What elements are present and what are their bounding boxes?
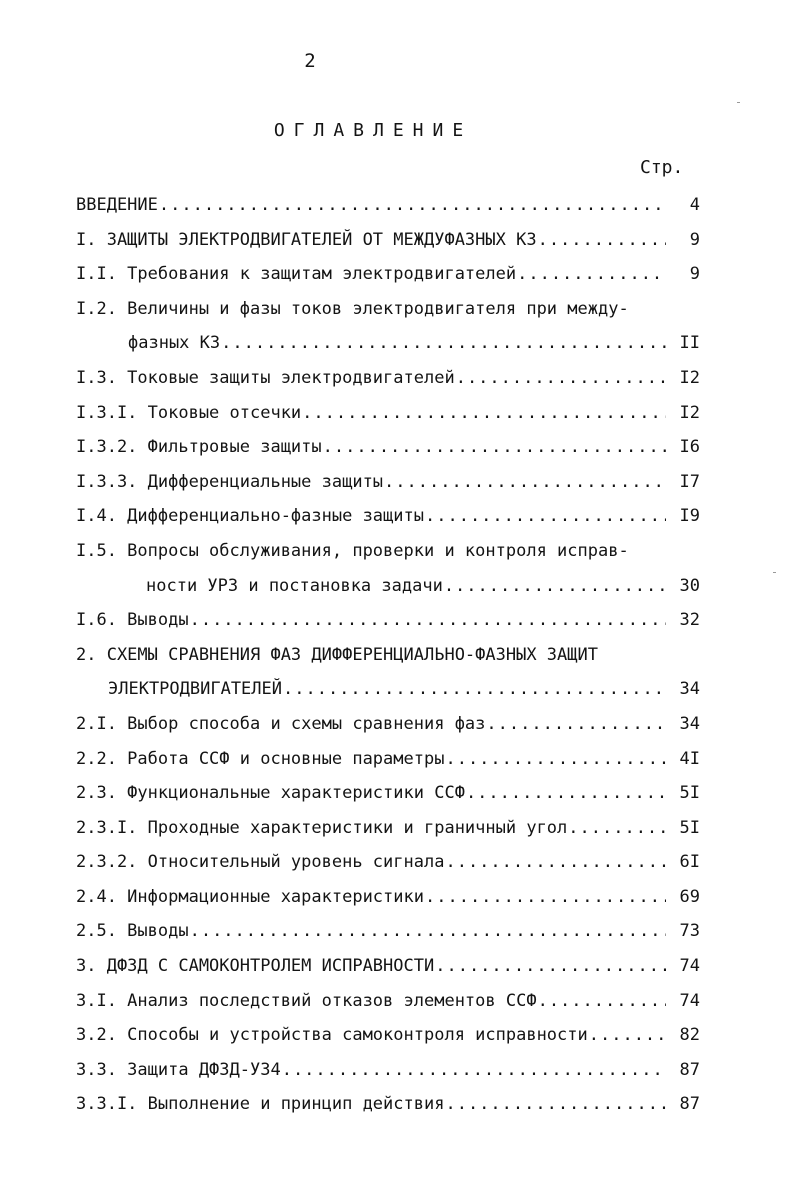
toc-entry-title: ности УРЗ и постановка задачи [146, 575, 443, 596]
toc-entry [0, 396, 796, 431]
toc-entry-page: I2 [679, 367, 700, 388]
toc-entry [0, 292, 796, 327]
toc-entry-title: 2. СХЕМЫ СРАВНЕНИЯ ФАЗ ДИФФЕРЕНЦИАЛЬНО-ФАЗНЫХ ЗАЩИТ [76, 644, 598, 665]
page-column-label: Стр. [640, 157, 684, 178]
toc-entry-title: I.3. Токовые защиты электродвигателей [76, 367, 455, 388]
toc-entry [0, 430, 796, 465]
toc-entry-title: 2.I. Выбор способа и схемы сравнения фаз [76, 713, 486, 734]
toc-entry [0, 811, 796, 846]
toc-entry [0, 569, 796, 604]
toc-entry-page: 82 [679, 1025, 700, 1046]
toc-entry [0, 326, 796, 361]
toc-entry-title: I. ЗАЩИТЫ ЭЛЕКТРОДВИГАТЕЛЕЙ ОТ МЕЖДУФАЗНЫХ КЗ [76, 229, 537, 250]
scan-speck [737, 102, 740, 103]
toc-entry-title: 2.5. Выводы [76, 921, 189, 942]
toc-entry-title: 2.3. Функциональные характеристики ССФ [76, 783, 465, 804]
toc-entry [0, 880, 796, 915]
toc-entry-title: I.I. Требования к защитам электродвигателей [76, 264, 517, 285]
toc-entry-page: 4 [689, 195, 700, 215]
toc-entry-title: фазных КЗ [128, 333, 221, 354]
toc-entry-title: 3.3.I. Выполнение и принцип действия [76, 1094, 445, 1115]
toc-entry-page: 87 [679, 1059, 700, 1080]
toc-entry [0, 742, 796, 777]
toc-entry [0, 672, 796, 707]
toc-entry-page: 34 [679, 679, 700, 700]
toc-entry-page: 30 [679, 575, 700, 596]
toc-entry [0, 534, 796, 569]
toc-entry-page: 32 [679, 610, 700, 631]
document-title: ОГЛАВЛЕНИЕ [273, 120, 473, 141]
toc-entry-title: 3. ДФЗД С САМОКОНТРОЛЕМ ИСПРАВНОСТИ [76, 956, 435, 977]
toc-entry-title: I.4. Дифференциально-фазные защиты [76, 506, 424, 527]
toc-entry-page: II [679, 333, 700, 354]
toc-entry-page: 5I [679, 817, 700, 838]
toc-entry-title: I.5. Вопросы обслуживания, проверки и контроля исправ- [76, 540, 629, 561]
toc-entry-page: 74 [679, 956, 700, 977]
toc-entry [0, 465, 796, 500]
toc-entry-page: I6 [679, 437, 700, 458]
toc-entry [0, 949, 796, 984]
toc-entry-title: I.3.I. Токовые отсечки [76, 402, 302, 423]
toc-entry [0, 776, 796, 811]
toc-entry [0, 845, 796, 880]
toc-entry-page: I9 [679, 506, 700, 527]
toc-entry-page: 73 [679, 921, 700, 942]
toc-entry-title: 3.2. Способы и устройства самоконтроля исправности [76, 1025, 588, 1046]
toc-entry-page: I7 [679, 471, 700, 492]
toc-entry [0, 914, 796, 949]
toc-entry [0, 707, 796, 742]
toc-entry [0, 603, 796, 638]
toc-entry-title: I.3.3. Дифференциальные защиты [76, 471, 384, 492]
toc-entry-title: 3.I. Анализ последствий отказов элементов ССФ [76, 990, 537, 1011]
toc-entry-page: 74 [679, 990, 700, 1011]
toc-entry-title: 2.4. Информационные характеристики [76, 886, 424, 907]
toc-entry [0, 1087, 796, 1122]
toc-entry [0, 638, 796, 673]
toc-entry-page: 9 [689, 229, 700, 250]
toc-entry [0, 1018, 796, 1053]
toc-entry [0, 188, 796, 223]
page-number: 2 [304, 50, 316, 72]
toc-entry-title: 2.3.I. Проходные характеристики и граничный угол [76, 817, 568, 838]
toc-entry-title: I.3.2. Фильтровые защиты [76, 437, 322, 458]
toc-entry-page: 4I [679, 748, 700, 769]
toc-entry [0, 499, 796, 534]
toc-entry-title: 2.3.2. Относительный уровень сигнала [76, 852, 445, 873]
table-of-contents [0, 188, 796, 1122]
toc-entry-page: 5I [679, 783, 700, 804]
toc-entry [0, 223, 796, 258]
toc-entry-page: 69 [679, 886, 700, 907]
toc-entry-page: 6I [679, 852, 700, 873]
toc-entry-page: 9 [689, 264, 700, 285]
toc-entry-title: I.2. Величины и фазы токов электродвигателя при между- [76, 298, 629, 319]
toc-entry-page: I2 [679, 402, 700, 423]
toc-entry-title: 3.3. Защита ДФЗД-УЗ4 [76, 1059, 281, 1080]
toc-entry [0, 1053, 796, 1088]
toc-entry-title: ЭЛЕКТРОДВИГАТЕЛЕЙ [108, 679, 282, 700]
toc-entry-title: I.6. Выводы [76, 610, 189, 631]
toc-entry-title: ВВЕДЕНИЕ [76, 195, 158, 215]
toc-entry-page: 87 [679, 1094, 700, 1115]
toc-entry [0, 984, 796, 1019]
toc-entry [0, 361, 796, 396]
toc-entry-page: 34 [679, 713, 700, 734]
toc-entry-title: 2.2. Работа ССФ и основные параметры [76, 748, 445, 769]
toc-entry [0, 257, 796, 292]
